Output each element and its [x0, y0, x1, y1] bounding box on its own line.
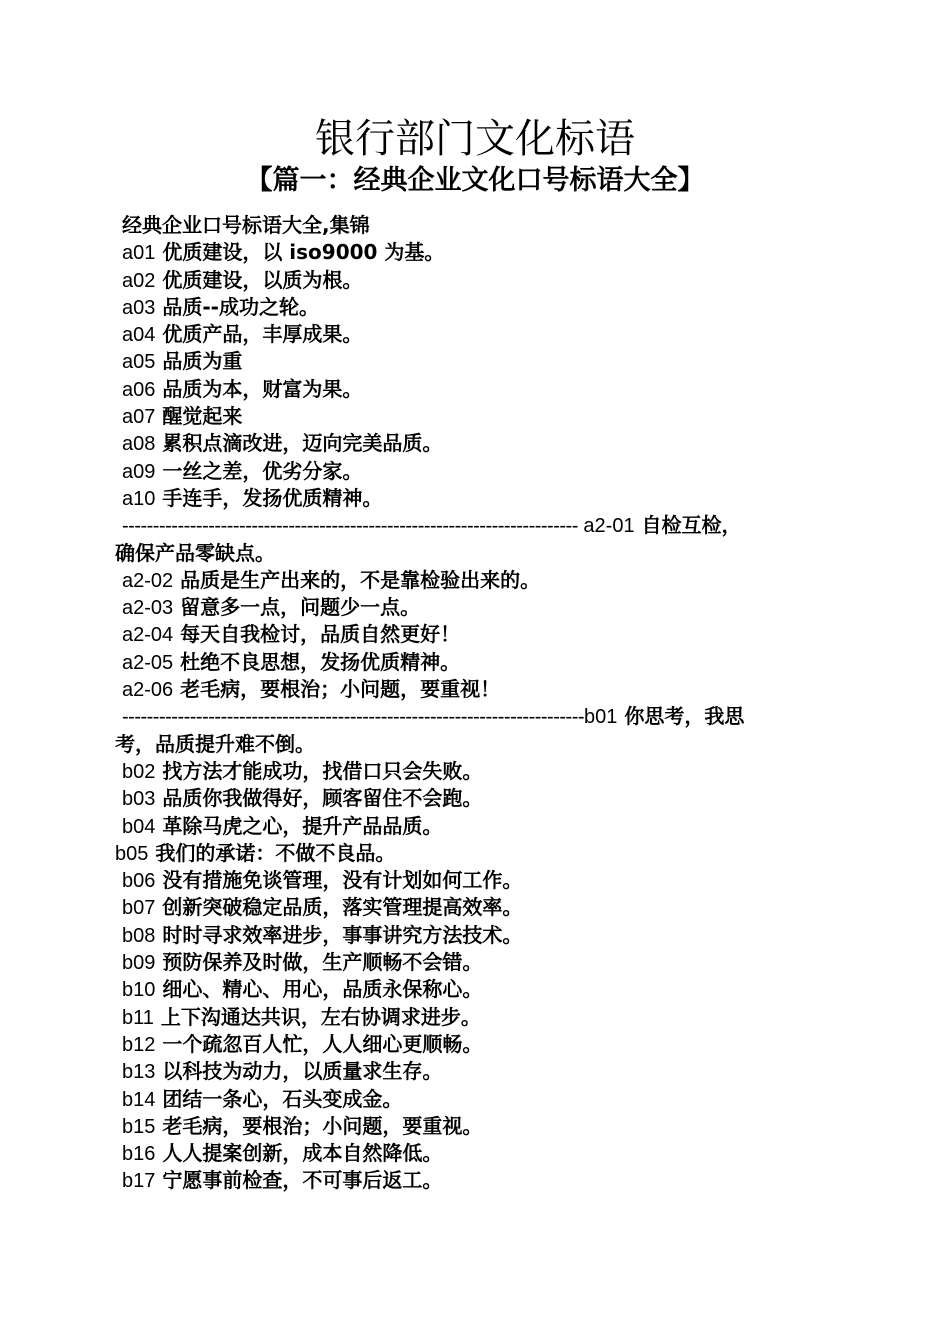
- slogan-code: a09: [122, 460, 156, 483]
- slogan-line: [115, 403, 835, 430]
- slogan-text: 自检互检，: [634, 513, 742, 538]
- slogan-line: [115, 867, 835, 894]
- slogan-text: 革除马虎之心，提升产品品质。: [155, 813, 443, 838]
- slogan-text: 创新突破稳定品质，落实管理提高效率。: [155, 895, 523, 920]
- slogan-line: [115, 485, 835, 512]
- slogan-code: a06: [122, 378, 156, 401]
- slogan-line: [115, 458, 835, 485]
- slogan-code: b14: [122, 1088, 156, 1111]
- slogan-code: a05: [122, 351, 156, 374]
- slogan-code: b08: [122, 924, 156, 947]
- slogan-code: b05: [115, 842, 149, 865]
- slogan-line: [115, 649, 835, 676]
- separator-dashes: ---------------------------------------------------------------------------: [122, 706, 585, 729]
- slogan-code: b07: [122, 897, 156, 920]
- slogan-continuation: 确保产品零缺点。: [115, 540, 275, 565]
- slogan-code: b02: [122, 760, 156, 783]
- slogan-continuation: 考，品质提升难不倒。: [115, 731, 315, 756]
- slogan-line: [115, 567, 835, 594]
- slogan-group-b: [115, 758, 835, 1195]
- slogan-group-a: [115, 239, 835, 512]
- slogan-code: a2-03: [122, 597, 174, 620]
- section-heading: 经典企业口号标语大全,集锦: [122, 213, 370, 237]
- slogan-code: a03: [122, 296, 156, 319]
- slogan-text: 宁愿事前检查，不可事后返工。: [155, 1168, 443, 1193]
- slogan-text: 老毛病，要根治；小问题，要重视！: [173, 677, 501, 702]
- slogan-code: b16: [122, 1143, 156, 1166]
- slogan-text: 优质产品，丰厚成果。: [155, 322, 363, 347]
- slogan-text: 醒觉起来: [155, 404, 243, 429]
- slogan-line: [115, 376, 835, 403]
- slogan-text: 老毛病，要根治；小问题，要重视。: [155, 1113, 483, 1138]
- slogan-line: [115, 1004, 835, 1031]
- slogan-code: b06: [122, 870, 156, 893]
- slogan-text: 我们的承诺：不做不良品。: [148, 840, 396, 865]
- slogan-text: 优质建设，以质为根。: [155, 267, 363, 292]
- slogan-text: 手连手，发扬优质精神。: [155, 485, 383, 510]
- slogan-line: [115, 1086, 835, 1113]
- slogan-code: b10: [122, 979, 156, 1002]
- slogan-line: [115, 1113, 835, 1140]
- slogan-code: a10: [122, 487, 156, 510]
- slogan-line: [115, 239, 835, 266]
- separator-line-1: [115, 512, 835, 539]
- slogan-line: [115, 594, 835, 621]
- slogan-text: 预防保养及时做，生产顺畅不会错。: [155, 950, 483, 975]
- slogan-text: 人人提案创新，成本自然降低。: [155, 1141, 443, 1166]
- slogan-line: [115, 813, 835, 840]
- slogan-text: 优质建设，以 iso9000 为基。: [155, 240, 445, 265]
- slogan-text: 品质为重: [155, 349, 243, 374]
- slogan-code: a2-02: [122, 569, 174, 592]
- slogan-text: 品质是生产出来的，不是靠检验出来的。: [173, 567, 541, 592]
- slogan-code: a04: [122, 324, 156, 347]
- slogan-text: 每天自我检讨，品质自然更好！: [173, 622, 461, 647]
- separator-line-2: [115, 703, 835, 730]
- slogan-code: a2-05: [122, 651, 174, 674]
- slogan-code: b01: [584, 706, 618, 729]
- slogan-text: 一个疏忽百人忙，人人细心更顺畅。: [155, 1031, 483, 1056]
- slogan-text: 细心、精心、用心，品质永保称心。: [155, 977, 483, 1002]
- slogan-text: 品质--成功之轮。: [155, 294, 319, 319]
- slogan-code: b13: [122, 1061, 156, 1084]
- slogan-text: 时时寻求效率进步，事事讲究方法技术。: [155, 922, 523, 947]
- document-subtitle: 【篇一：经典企业文化口号标语大全】: [245, 165, 705, 196]
- slogan-line: [115, 621, 835, 648]
- slogan-code: b17: [122, 1170, 156, 1193]
- slogan-group-a2: [115, 567, 835, 703]
- slogan-line: [115, 267, 835, 294]
- slogan-code: a08: [122, 433, 156, 456]
- slogan-text: 以科技为动力，以质量求生存。: [155, 1059, 443, 1084]
- slogan-line: [115, 758, 835, 785]
- slogan-code: a2-01: [577, 515, 635, 538]
- slogan-text: 上下沟通达共识，左右协调求进步。: [153, 1004, 481, 1029]
- slogan-list: [115, 212, 835, 1195]
- slogan-line: [115, 894, 835, 921]
- document-title: 银行部门文化标语: [315, 116, 635, 162]
- slogan-line: [115, 348, 835, 375]
- slogan-code: a2-04: [122, 624, 174, 647]
- slogan-code: a07: [122, 406, 156, 429]
- slogan-text: 杜绝不良思想，发扬优质精神。: [173, 649, 461, 674]
- separator-dashes: --------------------------------------------------------------------------: [122, 515, 578, 538]
- slogan-code: b15: [122, 1115, 156, 1138]
- slogan-text: 没有措施免谈管理，没有计划如何工作。: [155, 868, 523, 893]
- slogan-line: [115, 294, 835, 321]
- slogan-line: [115, 1058, 835, 1085]
- slogan-line: [115, 949, 835, 976]
- slogan-line: [115, 922, 835, 949]
- slogan-line: [115, 430, 835, 457]
- slogan-text: 累积点滴改进，迈向完美品质。: [155, 431, 443, 456]
- slogan-code: a02: [122, 269, 156, 292]
- slogan-code: b03: [122, 788, 156, 811]
- slogan-line: [115, 785, 835, 812]
- slogan-text: 一丝之差，优劣分家。: [155, 458, 363, 483]
- slogan-text: 你思考，我思: [617, 704, 745, 729]
- slogan-code: a2-06: [122, 679, 174, 702]
- slogan-code: b12: [122, 1033, 156, 1056]
- slogan-code: b04: [122, 815, 156, 838]
- slogan-code: b09: [122, 952, 156, 975]
- slogan-line: [115, 976, 835, 1003]
- slogan-line: [115, 321, 835, 348]
- slogan-text: 品质你我做得好，顾客留住不会跑。: [155, 786, 483, 811]
- slogan-line: [115, 1140, 835, 1167]
- slogan-line: [115, 676, 835, 703]
- slogan-code: a01: [122, 242, 156, 265]
- slogan-line: [115, 840, 835, 867]
- slogan-code: b11: [122, 1006, 154, 1029]
- slogan-line: [115, 1031, 835, 1058]
- slogan-line: [115, 1167, 835, 1194]
- slogan-text: 找方法才能成功，找借口只会失败。: [155, 758, 483, 783]
- slogan-text: 留意多一点，问题少一点。: [173, 595, 421, 620]
- slogan-text: 品质为本，财富为果。: [155, 376, 363, 401]
- slogan-text: 团结一条心，石头变成金。: [155, 1086, 403, 1111]
